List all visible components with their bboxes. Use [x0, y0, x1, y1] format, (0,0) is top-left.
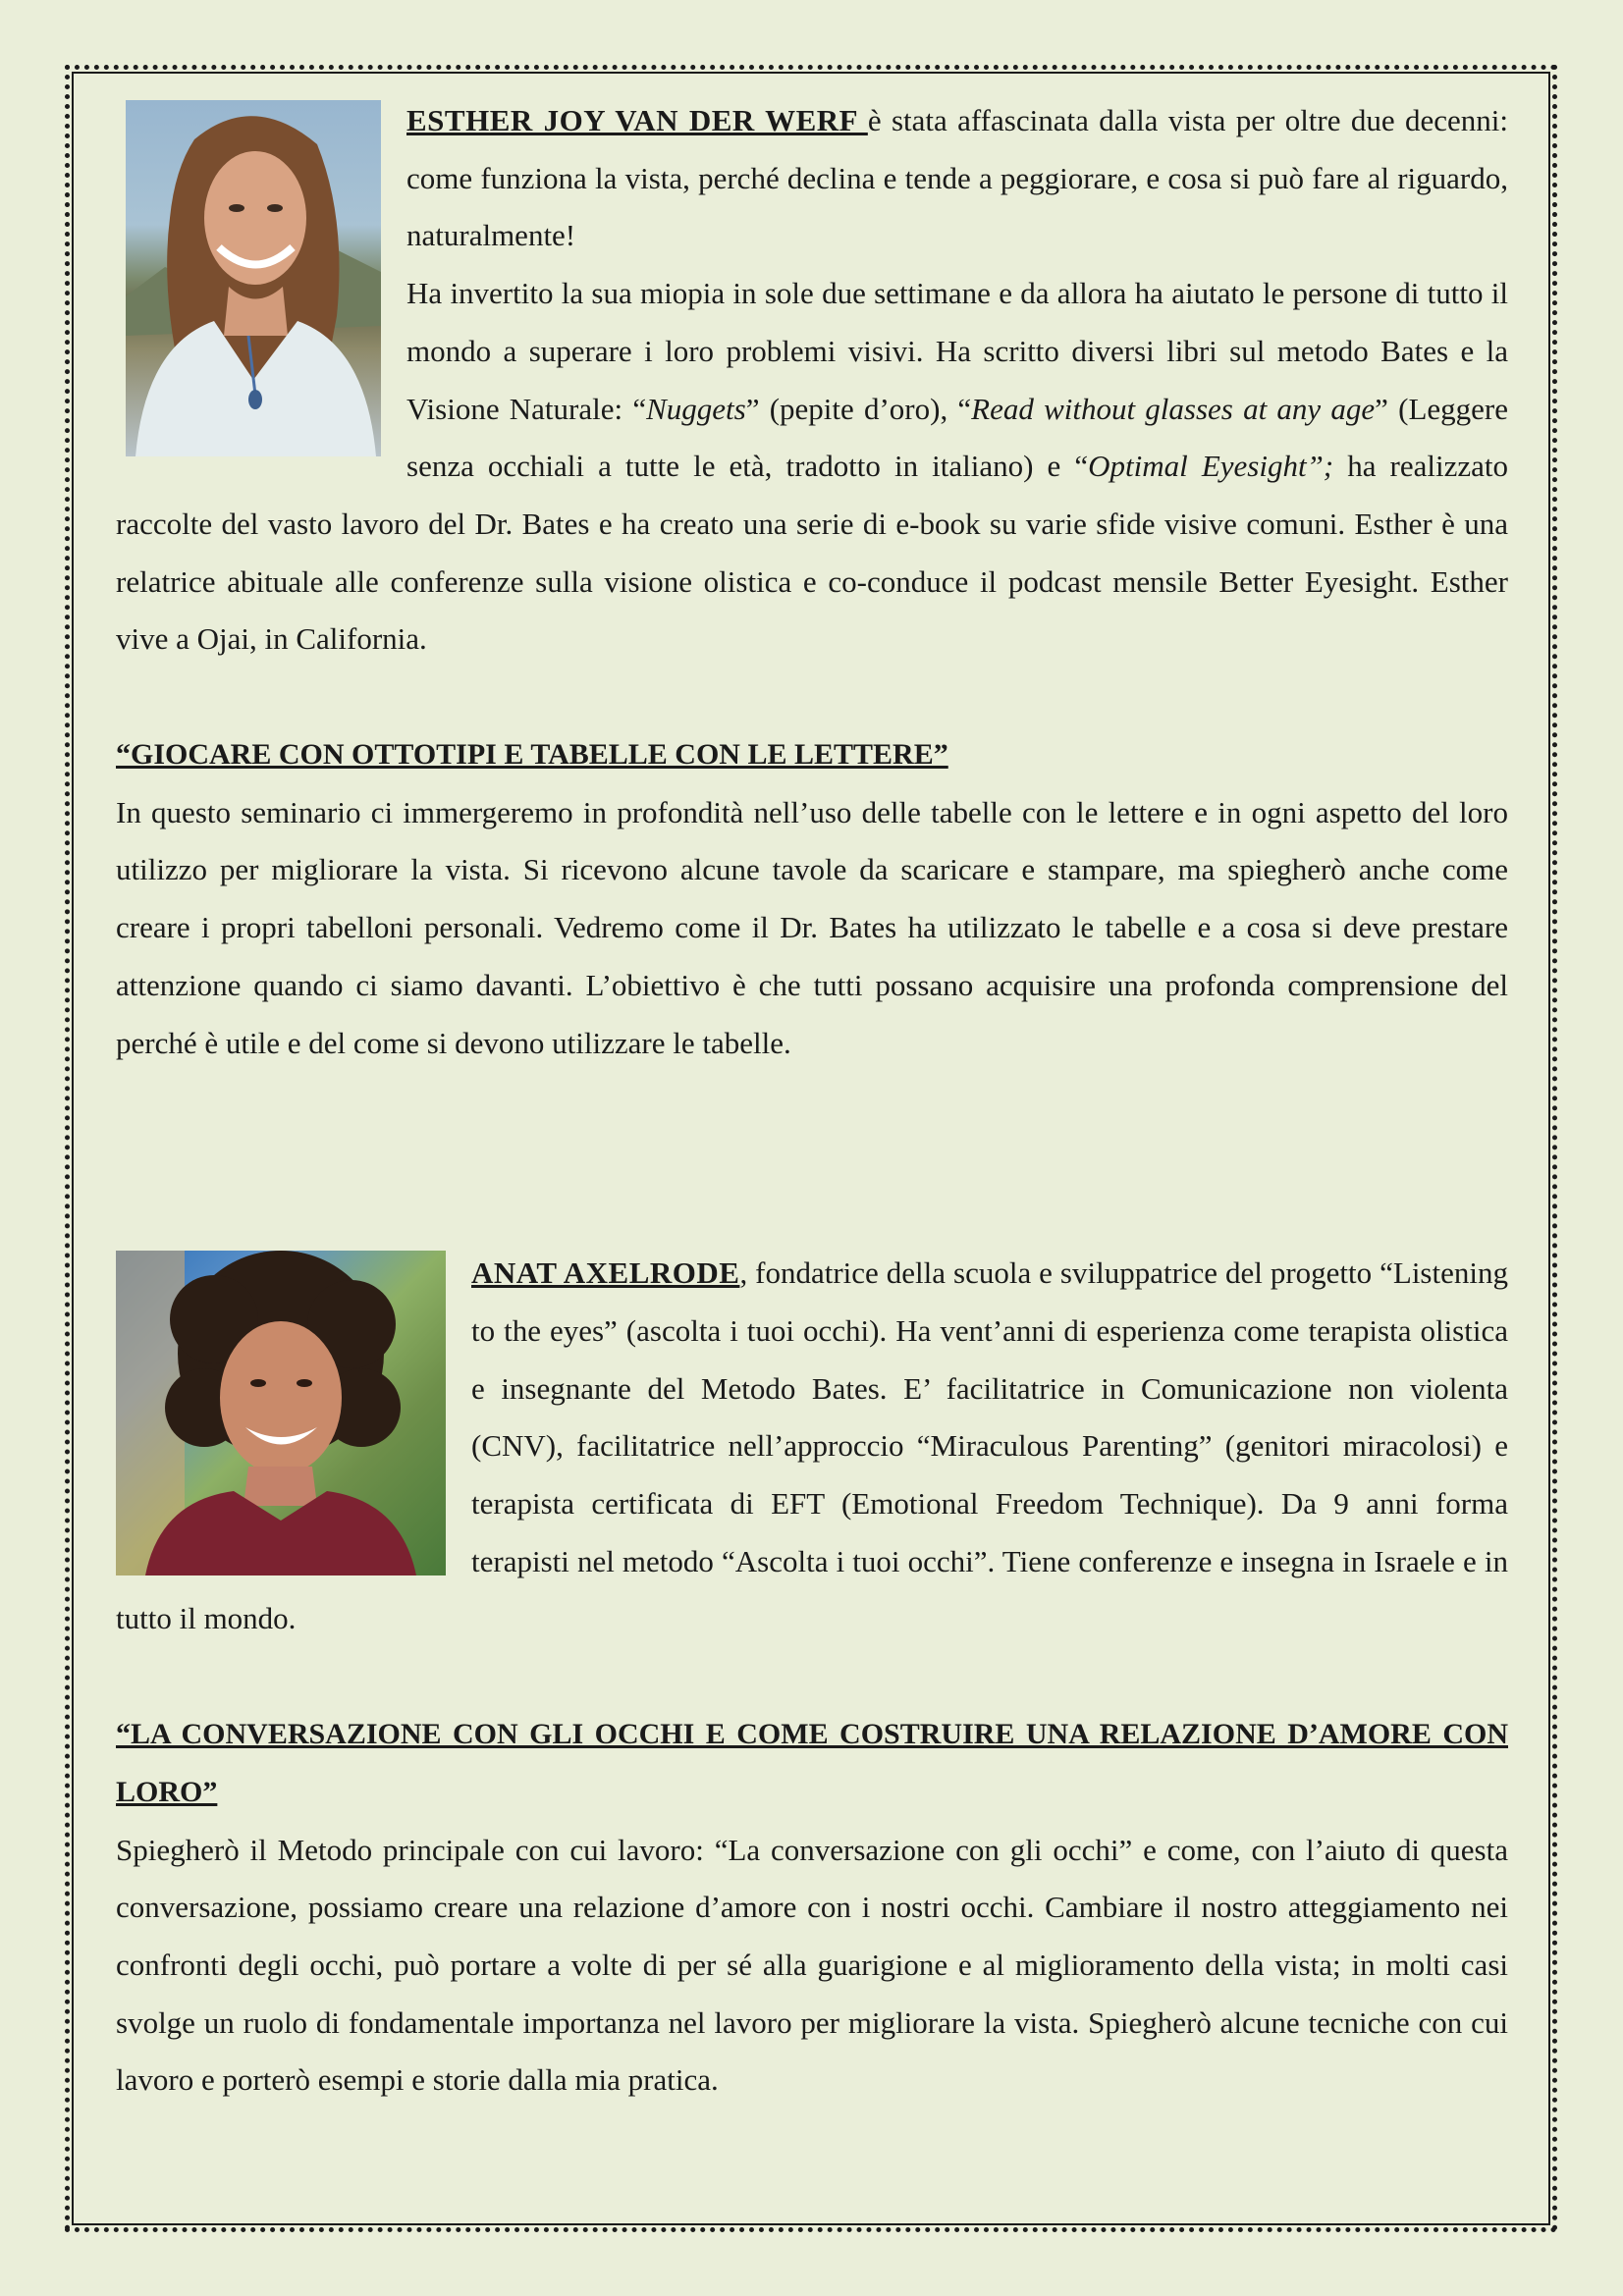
anat-photo [116, 1251, 446, 1575]
spacer-large [116, 1072, 1508, 1245]
esther-name: ESTHER JOY VAN DER WERF [406, 103, 868, 137]
anat-bio: ANAT AXELRODE, fondatrice della scuola e sviluppatrice del progetto “Listening to the eyes” (ascolta i tuoi occhi). Ha vent’anni di esperienza come terapista olistica e insegnante del Metodo Bates. E’ facilitatrice in Comunicazione non violenta (CNV), facilitatrice nell’approccio “Miraculous Parenting” (genitori miracolosi) e terapista certificata di EFT (Emotional Freedom Technique). Da 9 anni forma terapisti nel metodo “Ascolta i tuoi occhi”. Tiene conferenze e insegna in Israele e in tutto il mondo. [116, 1255, 1508, 1636]
seminar2-title: “LA CONVERSAZIONE CON GLI OCCHI E COME COSTRUIRE UNA RELAZIONE D’AMORE CON LORO” [116, 1718, 1508, 1808]
anat-portrait-image [116, 1251, 446, 1575]
esther-portrait-image [126, 100, 381, 456]
seminar2-description: Spiegherò il Metodo principale con cui lavoro: “La conversazione con gli occhi” e come, con l’aiuto di questa conversazione, possiamo creare una relazione d’amore con i nostri occhi. Cambiare il nostro atteggiamento nei confronti degli occhi, può portare a volte di per sé alla guarigione e al miglioramento della vista; in molti casi svolge un ruolo di fondamentale importanza nel lavoro per migliorare la vista. Spiegherò alcune tecniche con cui lavoro e porterò esempi e storie dalla mia pratica. [116, 1832, 1508, 2098]
esther-photo [126, 100, 381, 456]
spacer [116, 668, 1508, 726]
seminar1-description: In questo seminario ci immergeremo in profondità nell’uso delle tabelle con le lettere e in ogni aspetto del loro utilizzo per migliorare la vista. Si ricevono alcune tavole da scaricare e stampare, ma spiegherò anche come creare i propri tabelloni personali. Vedremo come il Dr. Bates ha utilizzato le tabelle e a cosa si deve prestare attenzione quando ci siamo davanti. L’obiettivo è che tutti possano acquisire una profonda comprensione del perché è utile e del come si devono utilizzare le tabelle. [116, 794, 1508, 1060]
spacer [116, 1648, 1508, 1706]
seminar1-title: “GIOCARE CON OTTOTIPI E TABELLE CON LE LETTERE” [116, 738, 948, 772]
page-content [116, 92, 1508, 2109]
esther-bio-continued: Ha invertito la sua miopia in sole due settimane e da allora ha aiutato le persone di tutto il mondo a superare i loro problemi visivi. Ha scritto diversi libri sul metodo Bates e la Visione Naturale: “Nuggets” (pepite d’oro), “Read without glasses at any age” (Leggere senza occhiali a tutte le età, tradotto in italiano) e “Optimal Eyesight”; ha realizzato raccolte del vasto lavoro del Dr. Bates e ha creato una serie di e-book su varie sfide visive comuni. Esther è una relatrice abituale alle conferenze sulla visione olistica e co-conduce il podcast mensile Better Eyesight. Esther vive a Ojai, in California. [116, 276, 1509, 657]
anat-name: ANAT AXELRODE [471, 1255, 740, 1291]
esther-bio: ESTHER JOY VAN DER WERF è stata affascinata dalla vista per oltre due decenni: come funziona la vista, perché declina e tende a peggiorare, e cosa si può fare al riguardo, naturalmente! [406, 103, 1509, 253]
